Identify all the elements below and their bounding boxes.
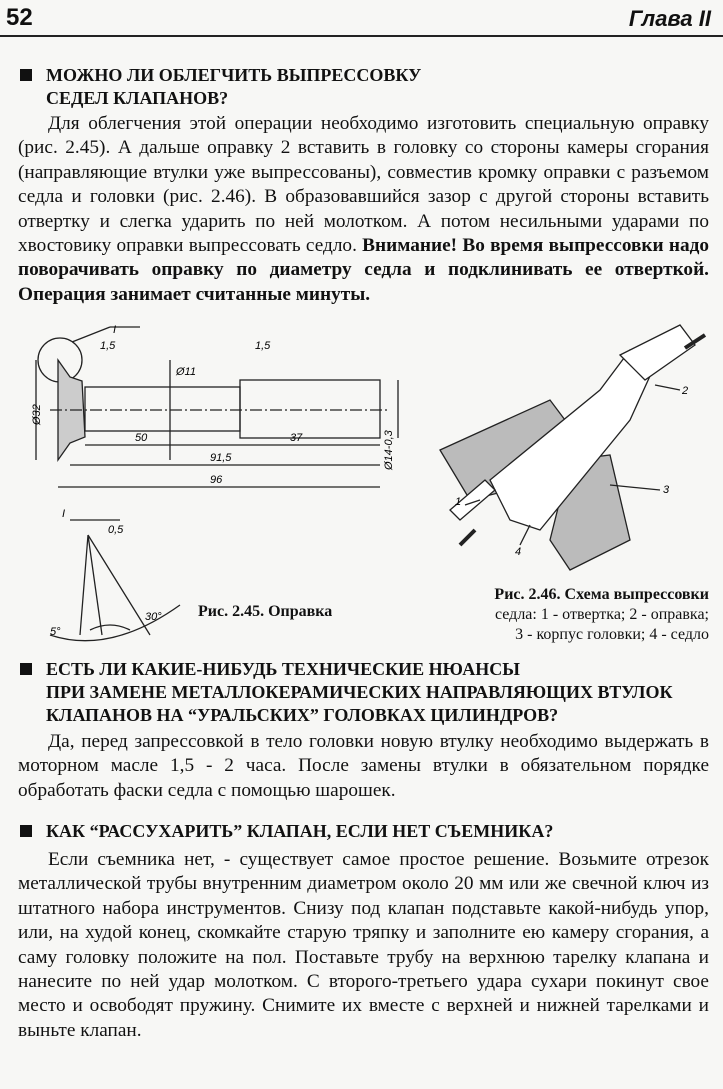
angle-5: 5° <box>50 626 61 638</box>
dim-37: 37 <box>290 432 303 444</box>
dim-50: 50 <box>135 432 148 444</box>
section-3-paragraph: Если съемника нет, - существует самое простое решение. Возьмите отрезок металлической трубы внутренним диаметром около 20 мм или же свечной ключ из штатного набора инструментов. Снизу под клапан подставьте какой-нибудь упор, или, на худой конец, скомкайте старую тряпку и заполните ею камеру сгорания, а саму головку положите на пол. Поставьте трубу на верхнюю тарелку клапана и нанесите по ней удар молотком. С второго-третьего удара сухари покинут свое место и освободят пружину. Снимите их вместе с верхней и нижней тарелками и выньте клапан. <box>18 849 709 1041</box>
figure-2-46-caption <box>494 585 709 645</box>
dim-96: 96 <box>210 474 223 486</box>
section-1-paragraph <box>18 112 709 307</box>
figure-2-45-drawing <box>30 324 400 638</box>
bullet-square-icon <box>20 663 32 675</box>
heading-line: КАК “РАССУХАРИТЬ” КЛАПАН, ЕСЛИ НЕТ СЪЕМНИКА? <box>46 821 554 841</box>
bullet-square-icon <box>20 69 32 81</box>
dim-91-5: 91,5 <box>210 452 232 464</box>
section-2-heading <box>18 658 713 727</box>
paragraph-text: Для облегчения этой операции необходимо изготовить специальную оправку (рис. 2.45). А дальше оправку 2 вставить в головку со стороны камеры сгорания (направляющие втулки уже выпрессованы), совместив кромку оправки с разъемом седла и головки (рис. 2.46). В образовавшийся зазор с другой стороны вставить отвертку и слегка ударить по ней молотком. А потом несильными ударами по хвостовику оправки выпрессовать седло. <box>18 113 709 257</box>
caption-line: 3 - корпус головки; 4 - седло <box>515 626 709 643</box>
figure-2-45-caption: Рис. 2.45. Оправка <box>198 603 333 620</box>
warning-text: Внимание! Во время выпрессовки надо поворачивать оправку по диаметру седла и подклинивать ее отверткой. Операция занимает считанные минуты. <box>18 235 710 305</box>
label-2: 2 <box>682 385 689 397</box>
section-2-paragraph: Да, перед запрессовкой в тело головки новую втулку необходимо выдержать в моторном масле 1,5 - 2 часа. После замены втулки в обязательном порядке обработать фаски седла с помощью шарошек. <box>18 731 709 801</box>
label-1: 1 <box>455 496 462 508</box>
caption-title: Рис. 2.46. Схема выпрессовки <box>494 586 709 603</box>
heading-line: КЛАПАНОВ НА “УРАЛЬСКИХ” ГОЛОВКАХ ЦИЛИНДРОВ? <box>46 705 559 725</box>
dim-0-5: 0,5 <box>108 524 124 536</box>
label-3: 3 <box>663 484 670 496</box>
dim-d14: Ø14-0,3 <box>383 430 395 470</box>
heading-line: ПРИ ЗАМЕНЕ МЕТАЛЛОКЕРАМИЧЕСКИХ НАПРАВЛЯЮЩИХ ВТУЛОК <box>46 682 673 702</box>
header-rule <box>0 35 723 37</box>
angle-30: 30° <box>145 611 162 623</box>
heading-line: СЕДЕЛ КЛАПАНОВ? <box>46 88 229 108</box>
heading-line: МОЖНО ЛИ ОБЛЕГЧИТЬ ВЫПРЕССОВКУ <box>46 65 422 85</box>
figure-2-46-drawing <box>430 330 720 580</box>
label-4: 4 <box>515 546 522 558</box>
dim-chamfer-1: 1,5 <box>100 340 116 352</box>
page-number: 52 <box>6 4 33 31</box>
chapter-title: Глава II <box>628 6 711 31</box>
dim-chamfer-2: 1,5 <box>255 340 271 352</box>
dim-d11: Ø11 <box>176 366 196 378</box>
dim-d32: Ø32 <box>31 404 43 425</box>
heading-line: ЕСТЬ ЛИ КАКИЕ-НИБУДЬ ТЕХНИЧЕСКИЕ НЮАНСЫ <box>46 659 520 679</box>
section-1-heading <box>18 64 713 110</box>
caption-line: седла: 1 - отвертка; 2 - оправка; <box>494 606 709 623</box>
detail-label: I <box>113 324 117 336</box>
detail-label-2: I <box>62 508 66 520</box>
section-3-heading <box>18 820 713 843</box>
bullet-square-icon <box>20 825 32 837</box>
